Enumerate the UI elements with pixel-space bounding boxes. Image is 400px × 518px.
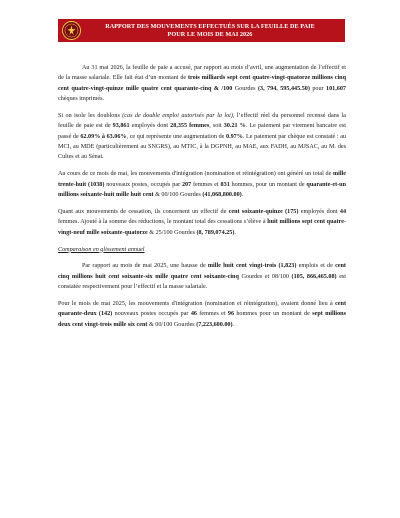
text-run: . — [241, 191, 244, 198]
men-count: 96 — [227, 311, 235, 318]
women-count: 28,355 femmes — [170, 123, 210, 130]
text-run: nouveaux postes, occupés par — [104, 181, 182, 188]
text-run: femmes et — [191, 181, 221, 188]
text-run: femmes. Ajouté à la somme des réductions, le montant total des cessations s’élève à — [58, 219, 268, 226]
text-run: & 00/100 Gourdes — [147, 321, 197, 328]
paragraph-integration — [58, 169, 346, 200]
paragraph-staff-count — [58, 111, 346, 163]
women-count: 207 — [181, 181, 192, 188]
men-count: 831 — [220, 181, 230, 188]
amount-in-words: huit millions sept cent quatre-vingt-neuf mille soixante-quatorze — [58, 219, 347, 236]
section-title-annual-comparison: Comparaison en glissement annuel — [58, 246, 145, 253]
women-percent: 30.21 % — [223, 123, 246, 130]
report-title-line-2: POUR LE MOIS DE MAI 2026 — [167, 30, 253, 38]
text-run: est constatée respectivement pour l’effectif et la masse salariale. — [58, 273, 347, 291]
italic-note: (cas de double emploi autorisés par la loi) — [122, 112, 233, 119]
amount-figure: (105, 866,465.08) — [291, 273, 337, 280]
women-count: 44 — [339, 208, 347, 215]
report-body — [58, 63, 346, 337]
cheque-count: 101,607 — [326, 85, 346, 92]
text-run: nouveaux postes occupés par — [112, 311, 191, 318]
increase-percent: 0.97% — [226, 133, 243, 140]
text-run: Pour le mois de mai 2025, les mouvements d'intégration (nomination et réintégration), avaient donné lieu à — [58, 301, 336, 308]
employee-count: 93,861 — [112, 123, 130, 130]
women-count: 46 — [190, 311, 197, 318]
amount-in-words: quarante-et-un millions soixante-huit mille huit cent — [58, 181, 346, 198]
amount-figure: (8, 789,074.25) — [196, 229, 235, 236]
text-run: . — [232, 321, 235, 328]
coat-of-arms-seal-icon — [62, 21, 81, 40]
text-run: , ce qui représente une augmentation de — [126, 133, 226, 140]
cessation-count: cent soixante-quinze (175) — [228, 208, 299, 215]
text-run: Gourdes et 08/100 — [238, 273, 292, 280]
amount-figure: (7,223,600.00) — [196, 321, 233, 328]
paragraph-may-2025-integration — [58, 299, 346, 330]
text-run: , soit — [209, 123, 224, 130]
amount-figure: (41,068,800.00) — [202, 191, 242, 198]
paragraph-cessation — [58, 207, 346, 238]
amount-in-words: trois milliards sept cent quatre-vingt-quatorze millions cinq cent quatre-vingt-quinze mille quatre cent quarante-cinq & /100 — [58, 75, 346, 92]
text-run: hommes, pour un montant de — [229, 181, 307, 188]
text-run: , l’effectif réel du personnel recensé dans la feuille de paie est de — [58, 112, 346, 130]
paragraph-annual-comparison — [58, 261, 346, 292]
new-posts-count: mille trente-huit (1038) — [58, 171, 346, 188]
text-run: femmes et — [196, 311, 228, 318]
text-run: Par rapport au mois de mai 2025, une hausse de — [82, 263, 208, 270]
text-run: . Le paiement par virement bancaire est passé de — [58, 123, 346, 140]
text-run: pour — [309, 85, 327, 92]
amount-in-words: sept millions deux cent vingt-trois mille six cent — [58, 311, 346, 328]
report-title — [84, 23, 336, 38]
new-posts-count: cent quarante-deux (142) — [58, 301, 346, 318]
text-run: employés dont — [298, 208, 340, 215]
text-run: hommes pour un montant de — [234, 311, 313, 318]
paragraph-payroll-total — [58, 63, 346, 104]
transfer-rate-change: 62.09% à 63.06% — [80, 133, 127, 140]
amount-figure: (3, 794, 595,445.50) — [257, 85, 310, 92]
text-run: & 25/100 Gourdes — [147, 229, 197, 236]
text-run: chèques imprimés. — [58, 96, 105, 103]
amount-in-words: cent cinq millions huit cent soixante-six mille quatre cent soixante-cinq — [58, 263, 346, 280]
text-run: & 00/100 Gourdes — [153, 191, 203, 198]
text-run: Au cours de ce mois de mai, les mouvements d'intégration (nomination et réintégration) ont généré un total de — [58, 171, 334, 178]
report-title-line-1: RAPPORT DES MOUVEMENTS EFFECTUÉS SUR LA FEUILLE DE PAIE — [105, 23, 315, 31]
text-run: emplois et de — [296, 263, 336, 270]
text-run: . — [234, 229, 236, 236]
text-run: employés dont — [129, 123, 171, 130]
text-run: Au 31 mai 2026, la feuille de paie a accusé, par rapport au mois d’avril, une augmentation de l’effectif et de la masse salariale. Elle fait état d’un montant de — [58, 65, 346, 82]
text-run: Si on isole les doublons — [58, 112, 123, 119]
report-header-banner — [58, 19, 345, 42]
text-run: Gourdes — [232, 85, 258, 92]
text-run: Quant aux mouvements de cessation, ils concernent un effectif de — [58, 208, 229, 215]
text-run: . Le paiement par chèque est constaté : au MCI, au MDE (particulièrement au SNGRS), au MTIC, à la DGPNH, au MAE, aux FADH, au MJSAC, au M. des Cultes et au Sénat. — [58, 133, 346, 161]
jobs-increase: mille huit cent vingt-trois (1,823) — [207, 263, 297, 270]
